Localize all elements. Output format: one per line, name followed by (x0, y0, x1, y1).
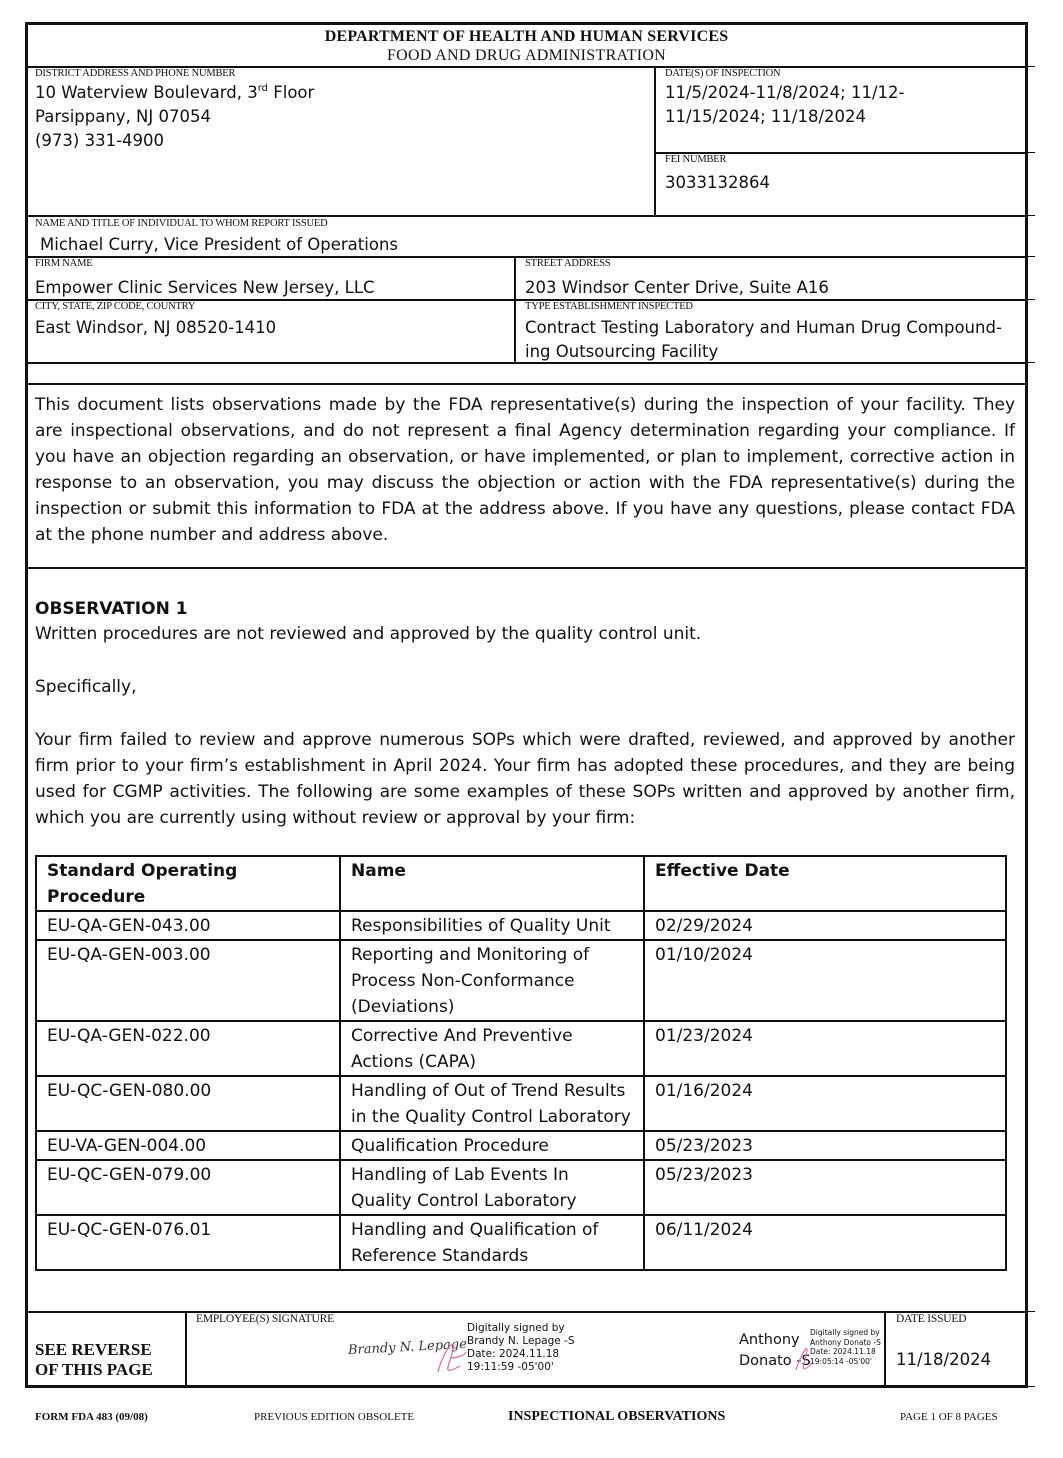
establishment-type-line2: ing Outsourcing Facility (525, 342, 719, 361)
issued-to-name: Michael Curry, Vice President of Operations (40, 235, 398, 254)
divider (654, 66, 656, 216)
sig2-name-line: Donato -S (739, 1353, 811, 1369)
sig2-line: Digitally signed by (810, 1328, 880, 1337)
sop-name: Responsibilities of Quality Unit (340, 911, 644, 940)
table-row (36, 1160, 1006, 1215)
street-address: 203 Windsor Center Drive, Suite A16 (525, 278, 829, 297)
handwritten-signature: Brandy N. Lepage (347, 1336, 468, 1359)
margin-tick (1028, 152, 1035, 153)
sop-id: EU-QA-GEN-022.00 (36, 1021, 340, 1076)
sop-name: Handling of Out of Trend Results in the Quality Control Laboratory (340, 1076, 644, 1131)
divider (25, 215, 1028, 217)
sig1-line: Date: 2024.11.18 (467, 1348, 560, 1360)
sop-effective-date: 01/10/2024 (644, 940, 1006, 1021)
previous-edition-note: PREVIOUS EDITION OBSOLETE (254, 1411, 415, 1423)
sig1-line: 19:11:59 -05'00' (467, 1361, 554, 1373)
firm-name-label: FIRM NAME (35, 258, 93, 269)
divider (514, 256, 516, 362)
column-header: Effective Date (644, 856, 1006, 911)
establishment-type-label: TYPE ESTABLISHMENT INSPECTED (525, 301, 693, 312)
sop-effective-date: 02/29/2024 (644, 911, 1006, 940)
sop-name: Qualification Procedure (340, 1131, 644, 1160)
city-state-zip: East Windsor, NJ 08520-1410 (35, 318, 277, 337)
table-row (36, 1076, 1006, 1131)
fei-label: FEI NUMBER (665, 154, 727, 165)
sop-table (35, 855, 1007, 1271)
sop-name: Corrective And Preventive Actions (CAPA) (340, 1021, 644, 1076)
table-row (36, 1215, 1006, 1270)
sig1-line: Brandy N. Lepage -S (467, 1335, 575, 1347)
table-row (36, 911, 1006, 940)
see-reverse-line1: SEE REVERSE (35, 1340, 152, 1359)
district-address-line2: Parsippany, NJ 07054 (35, 107, 211, 126)
street-address-label: STREET ADDRESS (525, 258, 611, 269)
observation-body: Your firm failed to review and approve numerous SOPs which were drafted, reviewed, and approved by another firm prior to your firm’s establishment in April 2024. Your firm has adopted these procedures, and they are being used for CGMP activities. The following are some examples of these SOPs written and approved by another firm, which you are currently using without review or approval by your firm: (35, 730, 1015, 828)
margin-tick (1028, 66, 1035, 67)
sop-name: Reporting and Monitoring of Process Non-Conformance (Deviations) (340, 940, 644, 1021)
sig2-name-line: Anthony (739, 1332, 800, 1348)
table-row (36, 940, 1006, 1021)
observation-summary: Written procedures are not reviewed and approved by the quality control unit. (35, 624, 702, 644)
sop-id: EU-QA-GEN-003.00 (36, 940, 340, 1021)
inspection-dates-line2: 11/15/2024; 11/18/2024 (665, 107, 867, 126)
divider (185, 1311, 187, 1387)
sop-effective-date: 05/23/2023 (644, 1131, 1006, 1160)
agency-heading: FOOD AND DRUG ADMINISTRATION (386, 47, 667, 64)
specifically-text: Specifically, (35, 677, 137, 697)
margin-tick (1028, 299, 1035, 300)
district-label: DISTRICT ADDRESS AND PHONE NUMBER (35, 68, 236, 79)
sop-id: EU-QC-GEN-079.00 (36, 1160, 340, 1215)
sop-effective-date: 06/11/2024 (644, 1215, 1006, 1270)
sop-id: EU-VA-GEN-004.00 (36, 1131, 340, 1160)
digital-signature-block-2 (810, 1328, 881, 1366)
sig1-line: Digitally signed by (467, 1322, 565, 1334)
column-header: Standard Operating Procedure (36, 856, 340, 911)
page-number: PAGE 1 OF 8 PAGES (900, 1411, 998, 1423)
observation-title: OBSERVATION 1 (35, 599, 188, 619)
sig2-line: 19:05:14 -05'00' (810, 1356, 872, 1366)
issued-to-label: NAME AND TITLE OF INDIVIDUAL TO WHOM REPORT ISSUED (35, 218, 328, 229)
divider (25, 567, 1028, 569)
sig2-line: Date: 2024.11.18 (810, 1347, 876, 1356)
margin-tick (1028, 1386, 1035, 1387)
department-heading: DEPARTMENT OF HEALTH AND HUMAN SERVICES (324, 28, 729, 45)
date-issued: 11/18/2024 (896, 1350, 992, 1369)
district-phone: (973) 331-4900 (35, 131, 165, 150)
signature-label: EMPLOYEE(S) SIGNATURE (196, 1313, 334, 1325)
margin-tick (1028, 256, 1035, 257)
margin-tick (1028, 215, 1035, 216)
inspection-dates-line1: 11/5/2024-11/8/2024; 11/12- (665, 83, 905, 102)
divider (884, 1311, 886, 1387)
inspection-dates-label: DATE(S) OF INSPECTION (665, 68, 781, 79)
date-issued-label: DATE ISSUED (896, 1313, 967, 1325)
column-header: Name (340, 856, 644, 911)
digital-signature-block-1 (467, 1322, 575, 1374)
sop-name: Handling of Lab Events In Quality Control Laboratory (340, 1160, 644, 1215)
sop-effective-date: 05/23/2023 (644, 1160, 1006, 1215)
table-row (36, 1131, 1006, 1160)
form-title: INSPECTIONAL OBSERVATIONS (508, 1409, 726, 1424)
divider (25, 383, 1028, 385)
sop-effective-date: 01/16/2024 (644, 1076, 1006, 1131)
sop-id: EU-QC-GEN-076.01 (36, 1215, 340, 1270)
signature-flourish-icon (430, 1328, 470, 1380)
notice-paragraph: This document lists observations made by the FDA representative(s) during the inspection of your facility. They are inspectional observations, and do not represent a final Agency determination regarding your compliance. If you have an objection regarding an observation, or have implemented, or plan to implement, corrective action in response to an observation, you may discuss the objection or action with the FDA representative(s) during the inspection or submit this information to FDA at the address above. If you have any questions, please contact FDA at the phone number and address above. (35, 395, 1015, 545)
see-reverse-line2: OF THIS PAGE (35, 1360, 153, 1379)
sig2-line: Anthony Donato -S (810, 1337, 881, 1347)
margin-tick (1028, 1311, 1035, 1312)
establishment-type-line1: Contract Testing Laboratory and Human Drug Compound- (525, 318, 1002, 337)
sop-name: Handling and Qualification of Reference Standards (340, 1215, 644, 1270)
district-address-line1: 10 Waterview Boulevard, 3rd Floor (35, 83, 315, 102)
margin-tick (1028, 362, 1035, 363)
table-row (36, 1021, 1006, 1076)
city-label: CITY, STATE, ZIP CODE, COUNTRY (35, 301, 196, 312)
sop-effective-date: 01/23/2024 (644, 1021, 1006, 1076)
fei-number: 3033132864 (665, 173, 770, 192)
firm-name: Empower Clinic Services New Jersey, LLC (35, 278, 375, 297)
table-header-row (36, 856, 1006, 911)
form-number: FORM FDA 483 (09/08) (35, 1411, 148, 1423)
divider (25, 1311, 1028, 1313)
sop-id: EU-QA-GEN-043.00 (36, 911, 340, 940)
sop-id: EU-QC-GEN-080.00 (36, 1076, 340, 1131)
